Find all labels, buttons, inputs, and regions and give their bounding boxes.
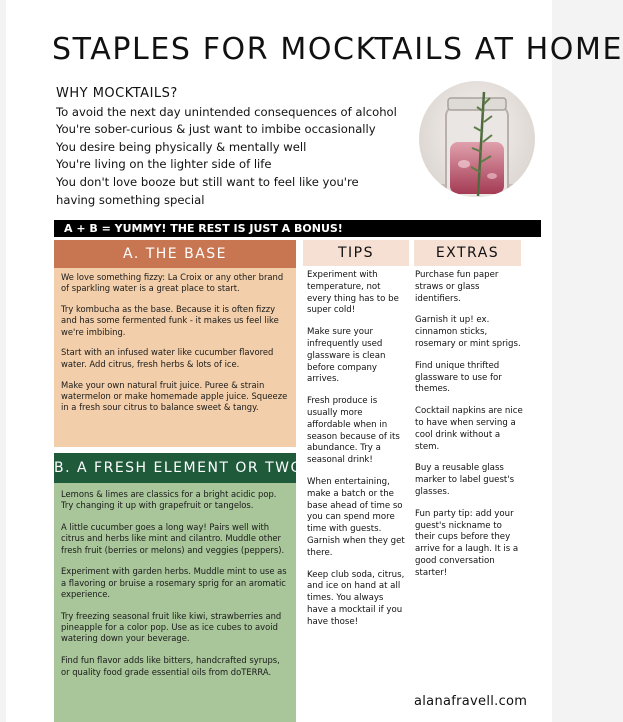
extra-paragraph: Fun party tip: add your guest's nickname to their cups before they arrive for a laugh. It is a good conversation starter!: [415, 508, 519, 578]
extra-paragraph: Buy a reusable glass marker to label guest's glasses.: [415, 463, 515, 497]
extra-paragraph: Find unique thrifted glassware to use for themes.: [415, 360, 502, 395]
extras-heading: EXTRAS: [414, 240, 521, 266]
fresh-paragraph: Try freezing seasonal fruit like kiwi, strawberries and pineapple for a color pop. Use as ice cubes to avoid watering down your beverage.: [61, 610, 282, 644]
extra-paragraph: Cocktail napkins are nice to have when serving a cool drink without a stem.: [415, 406, 523, 452]
formula-banner: A + B = YUMMY! THE REST IS JUST A BONUS!: [54, 220, 541, 237]
fresh-paragraph: Experiment with garden herbs. Muddle mint to use as a flavoring or bruise a rosemary sprig for an aromatic experience.: [61, 566, 287, 600]
base-paragraph: Make your own natural fruit juice. Puree & strain watermelon or make homemade apple juice. Squeeze in a fresh sour citrus to balance sweet & tangy.: [61, 379, 288, 413]
why-line: You're living on the lighter side of life: [56, 157, 272, 172]
fresh-element-content-box: [54, 483, 296, 722]
base-paragraph: We love something fizzy: La Croix or any other brand of sparkling water is a great place to start.: [61, 272, 284, 294]
document-page: [6, 0, 623, 722]
fresh-paragraph: Find fun flavor adds like bitters, handcrafted syrups, or quality food grade essential oils from doTERRA.: [61, 655, 280, 677]
base-paragraph: Try kombucha as the base. Because it is often fizzy and has some fermented funk - it makes us feel like we're imbibing.: [61, 304, 279, 337]
why-mocktails-heading: WHY MOCKTAILS?: [56, 86, 178, 101]
why-line: You don't love booze but still want to feel like you're: [56, 174, 359, 189]
tip-paragraph: Experiment with temperature, not every thing has to be super cold!: [307, 270, 399, 316]
why-line: You desire being physically & mentally well: [56, 139, 307, 154]
tips-heading: TIPS: [303, 240, 409, 266]
why-line: To avoid the next day unintended consequences of alcohol: [56, 104, 397, 119]
page-title: STAPLES FOR MOCKTAILS AT HOME: [52, 32, 623, 67]
fresh-element-heading: B. A FRESH ELEMENT OR TWO: [54, 453, 296, 483]
tips-column: [307, 270, 407, 639]
extra-paragraph: Purchase fun paper straws or glass identifiers.: [415, 270, 499, 304]
fresh-paragraph: A little cucumber goes a long way! Pairs well with citrus and herbs like mint and cilantro. Muddle other fresh fruit (berries or melons) and veggies (peppers).: [61, 522, 285, 555]
mocktail-jar-photo: [418, 72, 536, 206]
footer-website: alanafravell.com: [414, 694, 528, 709]
base-paragraph: Start with an infused water like cucumber flavored water. Add citrus, fresh herbs & lots of ice.: [61, 347, 274, 369]
base-content-box: [54, 268, 296, 447]
tip-paragraph: Make sure your infrequently used glassware is clean before company arrives.: [307, 327, 386, 385]
extra-paragraph: Garnish it up! ex. cinnamon sticks, rosemary or mint sprigs.: [415, 315, 521, 349]
tip-paragraph: Keep club soda, citrus, and ice on hand at all times. You always have a mocktail if you have those!: [307, 569, 405, 627]
fresh-paragraph: Lemons & limes are classics for a bright acidic pop. Try changing it up with grapefruit or tangelos.: [61, 489, 277, 511]
tip-paragraph: Fresh produce is usually more affordable when in season because of its abundance. Try a seasonal drink!: [307, 396, 400, 466]
tip-paragraph: When entertaining, make a batch or the base ahead of time so you can spend more time with guests. Garnish when they get there.: [307, 476, 405, 558]
why-mocktails-section: [56, 85, 416, 209]
why-line: You're sober-curious & just want to imbibe occasionally: [56, 122, 376, 137]
extras-column: [415, 270, 523, 590]
base-heading: A. THE BASE: [54, 240, 296, 268]
why-line: having something special: [56, 192, 205, 207]
